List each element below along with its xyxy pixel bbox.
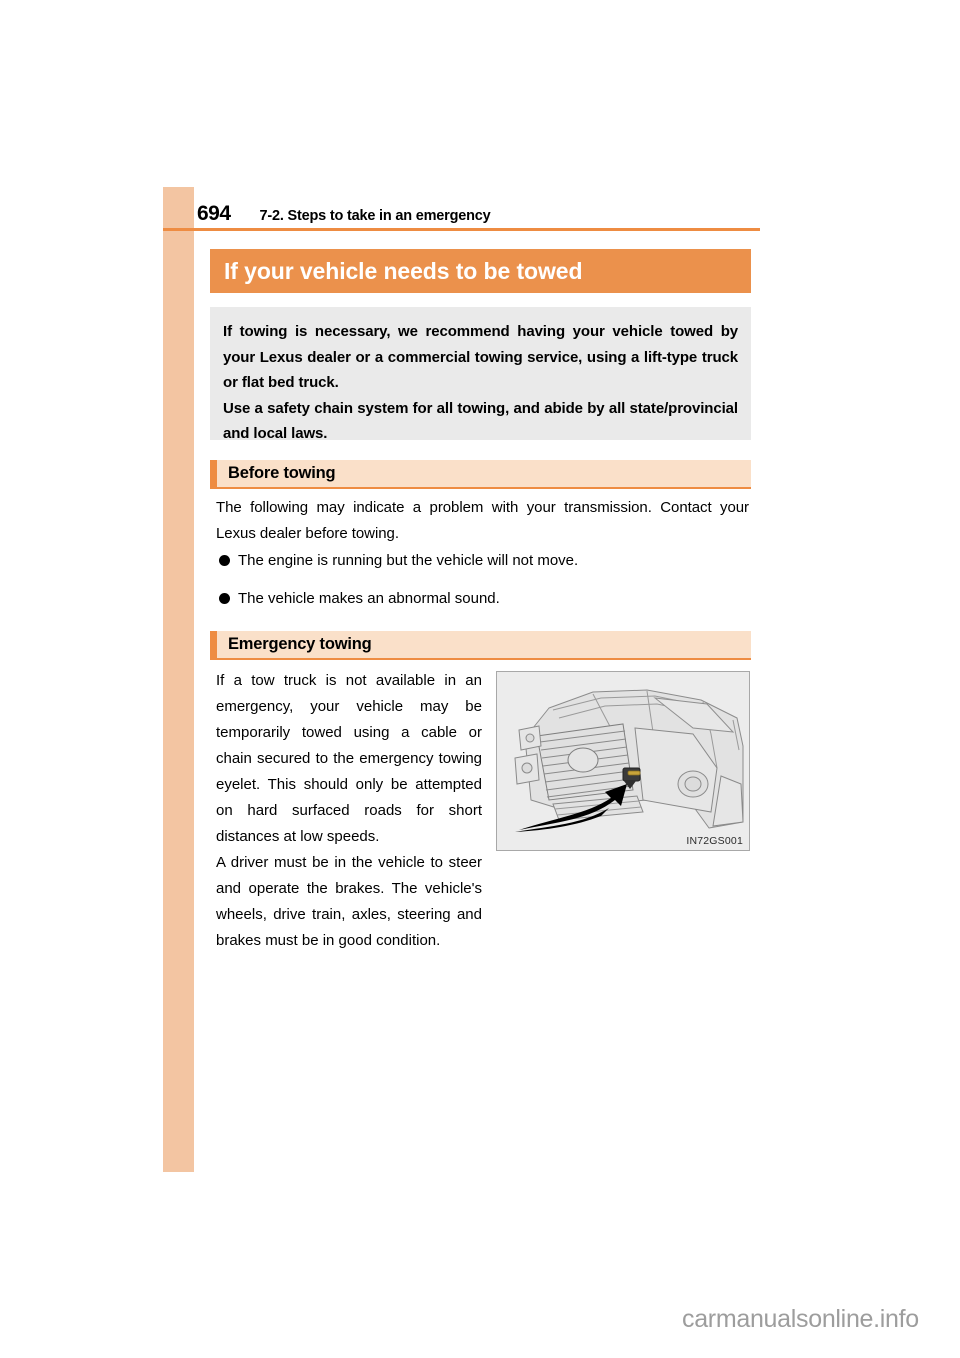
section-accent-bar (210, 631, 217, 658)
section-title-emergency-towing: Emergency towing (228, 635, 372, 653)
list-item (219, 548, 739, 574)
page-title: If your vehicle needs to be towed (224, 257, 583, 284)
bullet-dot-icon (219, 555, 230, 566)
emergency-towing-text-column (216, 668, 482, 954)
towing-eyelet-illustration (496, 671, 750, 851)
section-title-before-towing: Before towing (228, 464, 336, 482)
notice-paragraph-2: Use a safety chain system for all towing, and abide by all state/provincial and local laws. (223, 399, 738, 442)
section-header-emergency-towing (210, 631, 751, 660)
list-item-label: The engine is running but the vehicle will not move. (238, 552, 579, 569)
site-watermark: carmanualsonline.info (682, 1305, 919, 1333)
section-accent-bar (210, 460, 217, 487)
figure-code: IN72GS001 (686, 835, 743, 847)
before-towing-paragraph: The following may indicate a problem with your transmission. Contact your Lexus dealer before towing. (216, 499, 749, 542)
running-head-title: 7-2. Steps to take in an emergency (259, 207, 491, 224)
vehicle-front-drawing (497, 672, 749, 850)
list-item (219, 586, 739, 612)
bullet-dot-icon (219, 593, 230, 604)
section-header-before-towing (210, 460, 751, 489)
header-rule (163, 228, 760, 231)
notice-box (210, 307, 751, 440)
emergency-towing-paragraph-1: If a tow truck is not available in an emergency, your vehicle may be temporarily towed using a cable or chain secured to the emergency towing eyelet. This should only be attempted on hard surfaced roads for short distances at low speeds. (216, 672, 482, 845)
emergency-towing-paragraph-2: A driver must be in the vehicle to steer and operate the brakes. The vehicle's wheels, drive train, axles, steering and brakes must be in good condition. (216, 854, 482, 949)
running-head (194, 190, 760, 224)
page-title-bar (210, 249, 751, 293)
page-number: 694 (197, 202, 231, 225)
before-towing-bullet-list (219, 548, 739, 624)
notice-paragraph-1: If towing is necessary, we recommend having your vehicle towed by your Lexus dealer or a commercial towing service, using a lift-type truck or flat bed truck. (223, 323, 738, 391)
list-item-label: The vehicle makes an abnormal sound. (238, 590, 500, 607)
chapter-tab-strip (163, 187, 194, 1172)
